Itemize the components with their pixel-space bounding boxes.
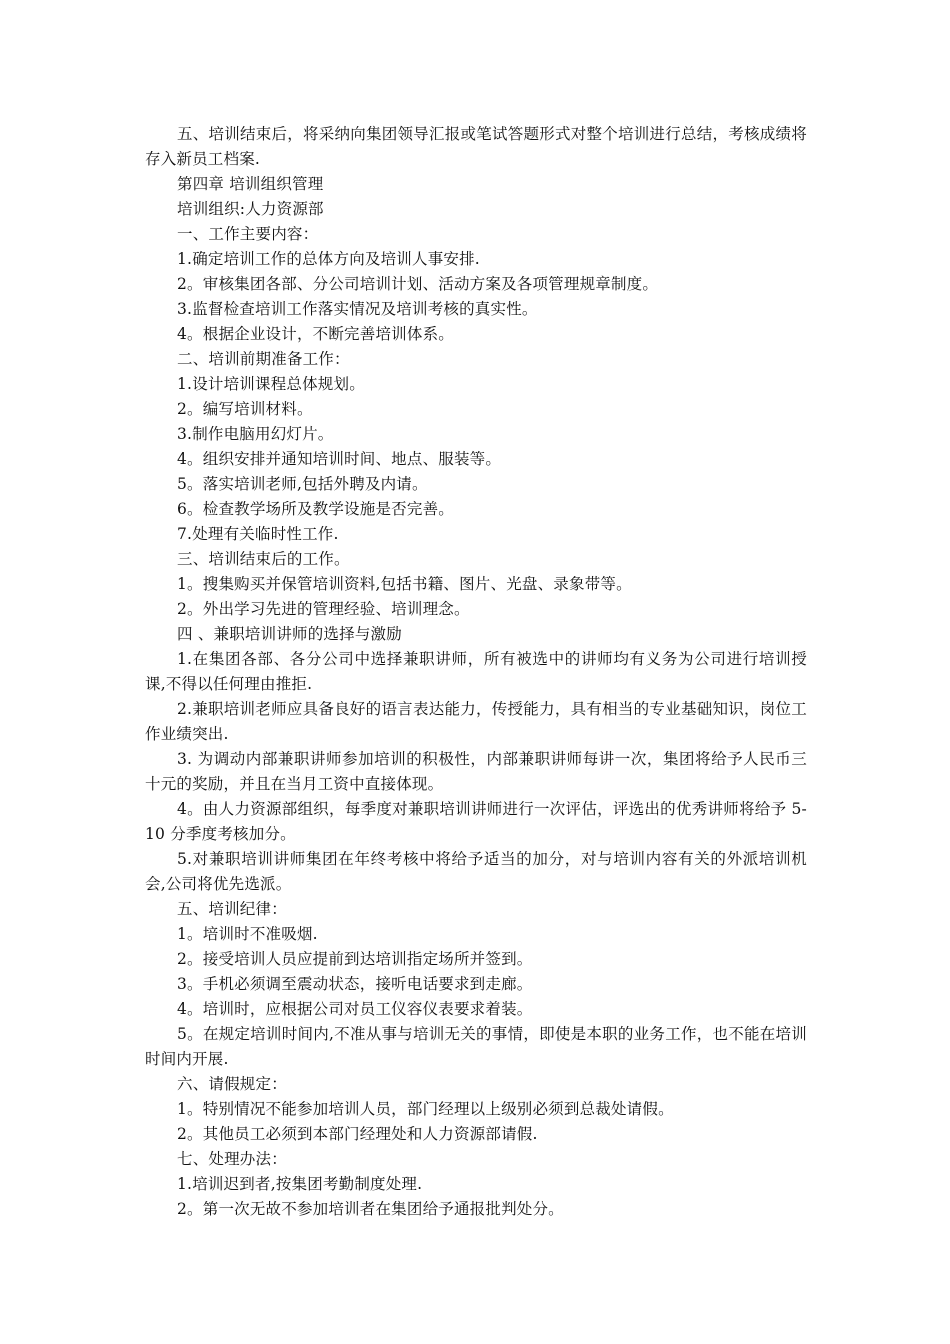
section-heading-6: 六、请假规定：	[177, 1075, 287, 1093]
list-item: 2。第一次无故不参加培训者在集团给予通报批判处分。	[177, 1200, 564, 1218]
list-item: 3. 为调动内部兼职讲师参加培训的积极性，内部兼职讲师每讲一次，集团将给予人民币三十元的奖励，并且在当月工资中直接体现。	[145, 750, 807, 793]
list-item: 4。组织安排并通知培训时间、地点、服装等。	[177, 450, 502, 468]
section-heading-2: 二、培训前期准备工作：	[177, 350, 350, 368]
list-item: 1.确定培训工作的总体方向及培训人事安排.	[177, 250, 480, 268]
list-item: 3.制作电脑用幻灯片。	[177, 425, 334, 443]
section-heading-7: 七、处理办法：	[177, 1150, 287, 1168]
list-item: 2。接受培训人员应提前到达培训指定场所并签到。	[177, 950, 533, 968]
list-item: 1.在集团各部、各分公司中选择兼职讲师，所有被选中的讲师均有义务为公司进行培训授课,不得以任何理由推拒.	[145, 650, 807, 693]
list-item: 3.监督检查培训工作落实情况及培训考核的真实性。	[177, 300, 538, 318]
list-item: 2。编写培训材料。	[177, 400, 313, 418]
list-item: 2。审核集团各部、分公司培训计划、活动方案及各项管理规章制度。	[177, 275, 659, 293]
list-item: 4。由人力资源部组织，每季度对兼职培训讲师进行一次评估，评选出的优秀讲师将给予 5-10 分季度考核加分。	[145, 800, 807, 843]
list-item: 7.处理有关临时性工作.	[177, 525, 339, 543]
list-item: 2。外出学习先进的管理经验、培训理念。	[177, 600, 470, 618]
list-item: 2。其他员工必须到本部门经理处和人力资源部请假.	[177, 1125, 538, 1143]
section-heading-5: 五、培训纪律：	[177, 900, 287, 918]
document-body	[145, 122, 807, 1222]
list-item: 1。特别情况不能参加培训人员，部门经理以上级别必须到总裁处请假。	[177, 1100, 674, 1118]
list-item: 1。搜集购买并保管培训资料,包括书籍、图片、光盘、录象带等。	[177, 575, 632, 593]
list-item: 1.培训迟到者,按集团考勤制度处理.	[177, 1175, 423, 1193]
list-item: 4。培训时，应根据公司对员工仪容仪表要求着装。	[177, 1000, 533, 1018]
list-item: 5。落实培训老师,包括外聘及内请。	[177, 475, 428, 493]
list-item: 6。检查教学场所及教学设施是否完善。	[177, 500, 454, 518]
paragraph-3: 培训组织:人力资源部	[177, 200, 324, 218]
list-item: 5。在规定培训时间内,不准从事与培训无关的事情，即使是本职的业务工作，也不能在培训时间内开展.	[145, 1025, 807, 1068]
list-item: 4。根据企业设计，不断完善培训体系。	[177, 325, 454, 343]
section-heading-3: 三、培训结束后的工作。	[177, 550, 350, 568]
section-heading-4: 四 、兼职培训讲师的选择与激励	[177, 625, 402, 643]
paragraph-1: 五、培训结束后，将采纳向集团领导汇报或笔试答题形式对整个培训进行总结，考核成绩将存入新员工档案.	[145, 125, 807, 168]
section-heading-1: 一、工作主要内容：	[177, 225, 319, 243]
list-item: 3。手机必须调至震动状态，接听电话要求到走廊。	[177, 975, 533, 993]
chapter-heading: 第四章 培训组织管理	[177, 175, 324, 193]
list-item: 2.兼职培训老师应具备良好的语言表达能力，传授能力，具有相当的专业基础知识，岗位工作业绩突出.	[145, 700, 807, 743]
list-item: 1。培训时不准吸烟.	[177, 925, 318, 943]
list-item: 1.设计培训课程总体规划。	[177, 375, 365, 393]
list-item: 5.对兼职培训讲师集团在年终考核中将给予适当的加分，对与培训内容有关的外派培训机会,公司将优先选派。	[145, 850, 807, 893]
